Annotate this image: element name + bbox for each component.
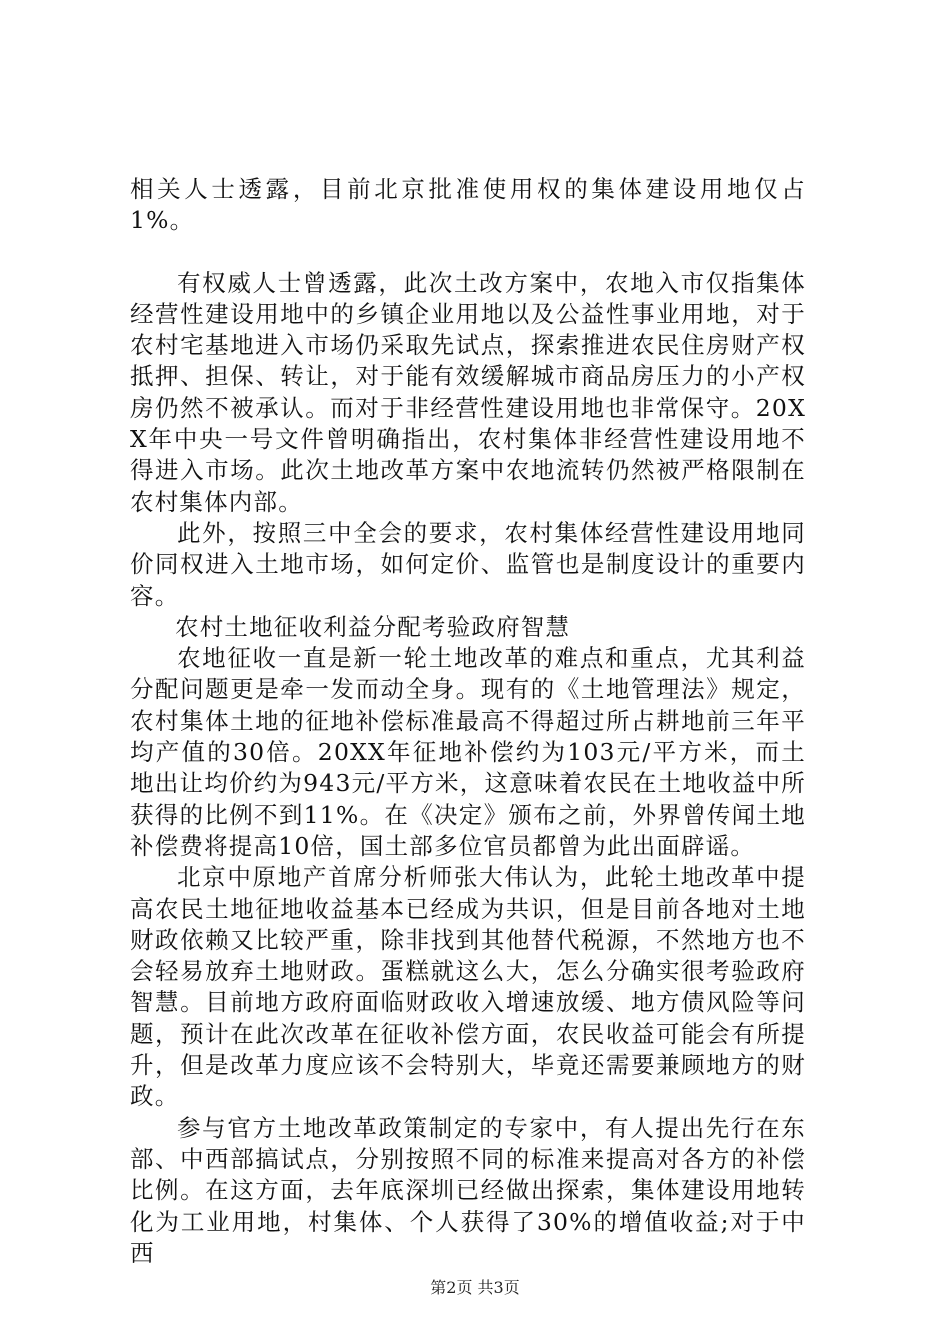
paragraph-pricing-supervision: 此外，按照三中全会的要求，农村集体经营性建设用地同价同权进入土地市场，如何定价、监管也是制度设计的重要内容。 [130, 518, 806, 610]
paragraph-continuation: 相关人士透露，目前北京批准使用权的集体建设用地仅占1%。 [130, 175, 806, 235]
document-body [130, 174, 806, 1269]
page-number-footer: 第2页 共3页 [430, 1278, 520, 1297]
paragraph-pilot-proposal: 参与官方土地改革政策制定的专家中，有人提出先行在东部、中西部搞试点，分别按照不同的标准来提高对各方的补偿比例。在这方面，去年底深圳已经做出探索，集体建设用地转化为工业用地，村集体、个人获得了30%的增值收益;对于中西 [130, 1113, 806, 1267]
section-heading: 农村土地征收利益分配考验政府智慧 [175, 612, 571, 641]
paragraph-land-expropriation: 农地征收一直是新一轮土地改革的难点和重点，尤其利益分配问题更是牵一发而动全身。现有的《土地管理法》规定，农村集体土地的征地补偿标准最高不得超过所占耕地前三年平均产值的30倍。20XX年征地补偿约为103元/平方米，而土地出让均价约为943元/平方米，这意味着农民在土地收益中所获得的比例不到11%。在《决定》颁布之前，外界曾传闻土地补偿费将提高10倍，国土部多位官员都曾为此出面辟谣。 [130, 644, 806, 860]
paragraph-land-reform-scope: 有权威人士曾透露，此次土改方案中，农地入市仅指集体经营性建设用地中的乡镇企业用地以及公益性事业用地，对于农村宅基地进入市场仍采取先试点，探索推进农民住房财产权抵押、担保、转让，对于能有效缓解城市商品房压力的小产权房仍然不被承认。而对于非经营性建设用地也非常保守。20XX年中央一号文件曾明确指出，农村集体非经营性建设用地不得进入市场。此次土地改革方案中农地流转仍然被严格限制在农村集体内部。 [130, 268, 806, 516]
paragraph-analyst-opinion: 北京中原地产首席分析师张大伟认为，此轮土地改革中提高农民土地征地收益基本已经成为共识，但是目前各地对土地财政依赖又比较严重，除非找到其他替代税源，不然地方也不会轻易放弃土地财政。蛋糕就这么大，怎么分确实很考验政府智慧。目前地方政府面临财政收入增速放缓、地方债风险等问题，预计在此次改革在征收补偿方面，农民收益可能会有所提升，但是改革力度应该不会特别大，毕竟还需要兼顾地方的财政。 [130, 863, 806, 1111]
